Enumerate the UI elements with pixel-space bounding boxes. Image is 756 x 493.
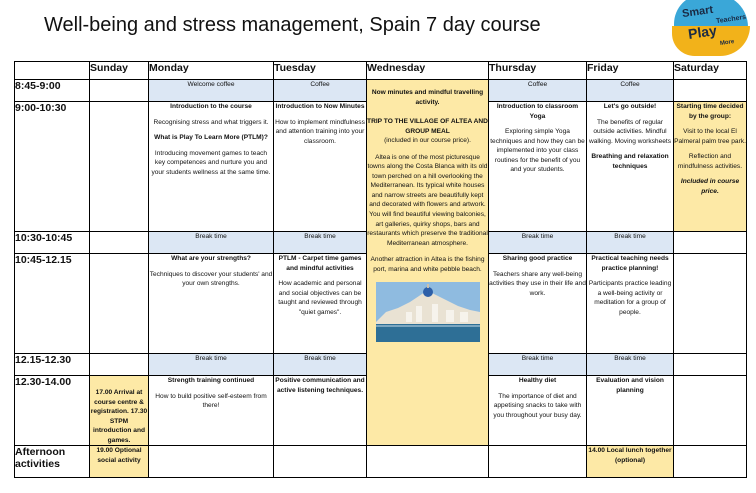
thu-diet-heading: Healthy diet [518,377,557,384]
sat-palmeral-text: Visit to the local El Palmeral palm tree park. [674,128,746,145]
mon-intro-text: Recognising stress and what triggers it. [153,118,269,126]
mon-ptlm-heading: What is Play To Learn More (PTLM)? [154,134,268,142]
cell-sun-1030 [90,232,149,254]
cell-mon-1230 [149,376,274,446]
wed-description: Altea is one of the most picturesque towns along the Costa Blanca with its old town perched on a hill overlooking the Mediterranean. Its typical white houses and narrow streets are beautifully kept and decorated with flowers and artwork. You will find beautiful viewing balconies, art galleries, quirky shops, bars and restaurants which preserve the traditional Mediterranean atmosphere. [367,153,488,247]
cell-tue-1045 [274,254,367,354]
cell-tue-afternoon [274,446,367,478]
corner-cell [15,62,90,80]
cell-fri-1045 [587,254,674,354]
cell-sat-0900 [674,102,747,232]
fri-practice-heading: Practical teaching needs practice planning! [591,255,669,272]
cell-fri-1230 [587,376,674,446]
cell-sun-1215 [90,354,149,376]
cell-sat-0845 [674,80,747,102]
mon-strengths-heading: What are your strengths? [171,255,251,262]
day-header-friday: Friday [587,62,674,80]
cell-sun-afternoon: 19.00 Optional social activity [90,446,149,478]
cell-mon-1045 [149,254,274,354]
wed-intro: Now minutes and mindful travelling activity. [371,89,484,106]
time-1045: 10:45-12.15 [15,254,90,354]
time-1215: 12.15-12.30 [15,354,90,376]
day-header-sunday: Sunday [90,62,149,80]
cell-sun-0900 [90,102,149,232]
cell-sat-1215 [674,354,747,376]
cell-thu-afternoon [489,446,587,478]
cell-sat-afternoon [674,446,747,478]
time-1230: 12.30-14.00 [15,376,90,446]
day-header-saturday: Saturday [674,62,747,80]
mon-strengths-text: Techniques to discover your students' and your own strengths. [149,270,273,288]
cell-sun-1045 [90,254,149,354]
cell-mon-afternoon [149,446,274,478]
mon-strength-training-heading: Strength training continued [167,377,255,384]
schedule-table [14,61,747,478]
cell-thu-1230 [489,376,587,446]
tue-now-text: How to implement mindfulness and attention training into your classroom. [275,118,365,145]
cell-thu-0900 [489,102,587,232]
wed-trip-heading: TRIP TO THE VILLAGE OF ALTEA AND GROUP MEAL [367,118,488,135]
logo-text-more: More [719,39,735,47]
smart-teachers-play-more-logo [672,0,750,54]
thu-sharing-text: Teachers share any well-being activities they use in their life and work. [489,270,586,297]
time-afternoon: Afternoon activities [15,446,90,478]
fri-outside-text: The benefits of regular outside activities. Mindful walking. Moving worksheets [588,118,672,145]
cell-fri-0845: Coffee [587,80,674,102]
tue-now-heading: Introduction to Now Minutes [275,103,365,110]
row-afternoon [15,446,747,478]
wed-port: Another attraction in Altea is the fishing port, marina and white pebble beach. [370,256,485,273]
cell-tue-1215: Break time [274,354,367,376]
row-0845 [15,80,747,102]
day-header-thursday: Thursday [489,62,587,80]
day-header-monday: Monday [149,62,274,80]
cell-tue-0845: Coffee [274,80,367,102]
thu-sharing-heading: Sharing good practice [502,255,573,262]
altea-town-photo [376,282,480,342]
cell-fri-1215: Break time [587,354,674,376]
sat-reflection-text: Reflection and mindfulness activities. [677,153,743,170]
fri-evaluation-heading: Evaluation and vision planning [596,377,664,394]
cell-thu-1045 [489,254,587,354]
tue-carpet-heading: PTLM - Carpet time games and mindful activities [278,255,362,272]
page-title: Well-being and stress management, Spain 7 day course [44,14,541,36]
mon-ptlm-text: Introducing movement games to teach key competences and nurture you and your students wellness at the same time. [151,149,271,176]
sat-included-text: Included in course price. [680,178,740,195]
logo-text-play: Play [687,22,718,42]
cell-tue-0900 [274,102,367,232]
tue-carpet-text: How academic and personal and social objectives can be taught and reviewed through "quiet games". [278,280,362,316]
thu-diet-text: The importance of diet and appetising snacks to take with you throughout your busy day. [493,392,582,419]
cell-thu-0845: Coffee [489,80,587,102]
cell-thu-1030: Break time [489,232,587,254]
cell-fri-0900 [587,102,674,232]
cell-sat-1030 [674,232,747,254]
time-0845: 8:45-9:00 [15,80,90,102]
cell-sat-1045 [674,254,747,354]
cell-mon-1030: Break time [149,232,274,254]
cell-tue-1230 [274,376,367,446]
thu-yoga-heading: Introduction to classroom Yoga [496,103,579,120]
tue-communication-heading: Positive communication and active listening techniques. [275,377,365,394]
cell-sun-1230: 17.00 Arrival at course centre & registration. 17.30 STPM introduction and games. [90,376,149,446]
cell-fri-afternoon: 14.00 Local lunch together (optional) [587,446,674,478]
cell-tue-1030: Break time [274,232,367,254]
cell-fri-1030: Break time [587,232,674,254]
cell-mon-1215: Break time [149,354,274,376]
sat-start-heading: Starting time decided by the group: [676,103,744,120]
time-1030: 10:30-10:45 [15,232,90,254]
fri-breathing-heading: Breathing and relaxation techniques [591,153,669,170]
cell-wed-trip [367,80,489,446]
day-header-wednesday: Wednesday [367,62,489,80]
logo-text-teachers: Teachers [715,13,747,26]
time-0900: 9:00-10:30 [15,102,90,232]
cell-sat-1230 [674,376,747,446]
day-header-tuesday: Tuesday [274,62,367,80]
cell-mon-0900 [149,102,274,232]
wed-included: (included in our course price). [384,137,471,145]
cell-thu-1215: Break time [489,354,587,376]
cell-mon-0845: Welcome coffee [149,80,274,102]
mon-intro-heading: Introduction to the course [170,103,252,110]
cell-wed-afternoon [367,446,489,478]
thu-yoga-text: Exploring simple Yoga techniques and how they can be implemented into your class routines for the benefit of you and your students. [490,128,585,174]
mon-strength-training-text: How to build positive self-esteem from there! [155,392,267,410]
fri-practice-text: Participants practice leading a well-being activity or meditation for a group of people. [588,280,672,316]
fri-outside-heading: Let's go outside! [603,103,657,110]
logo-text-smart: Smart [681,3,714,21]
header-row [15,62,747,80]
cell-sun-0845 [90,80,149,102]
